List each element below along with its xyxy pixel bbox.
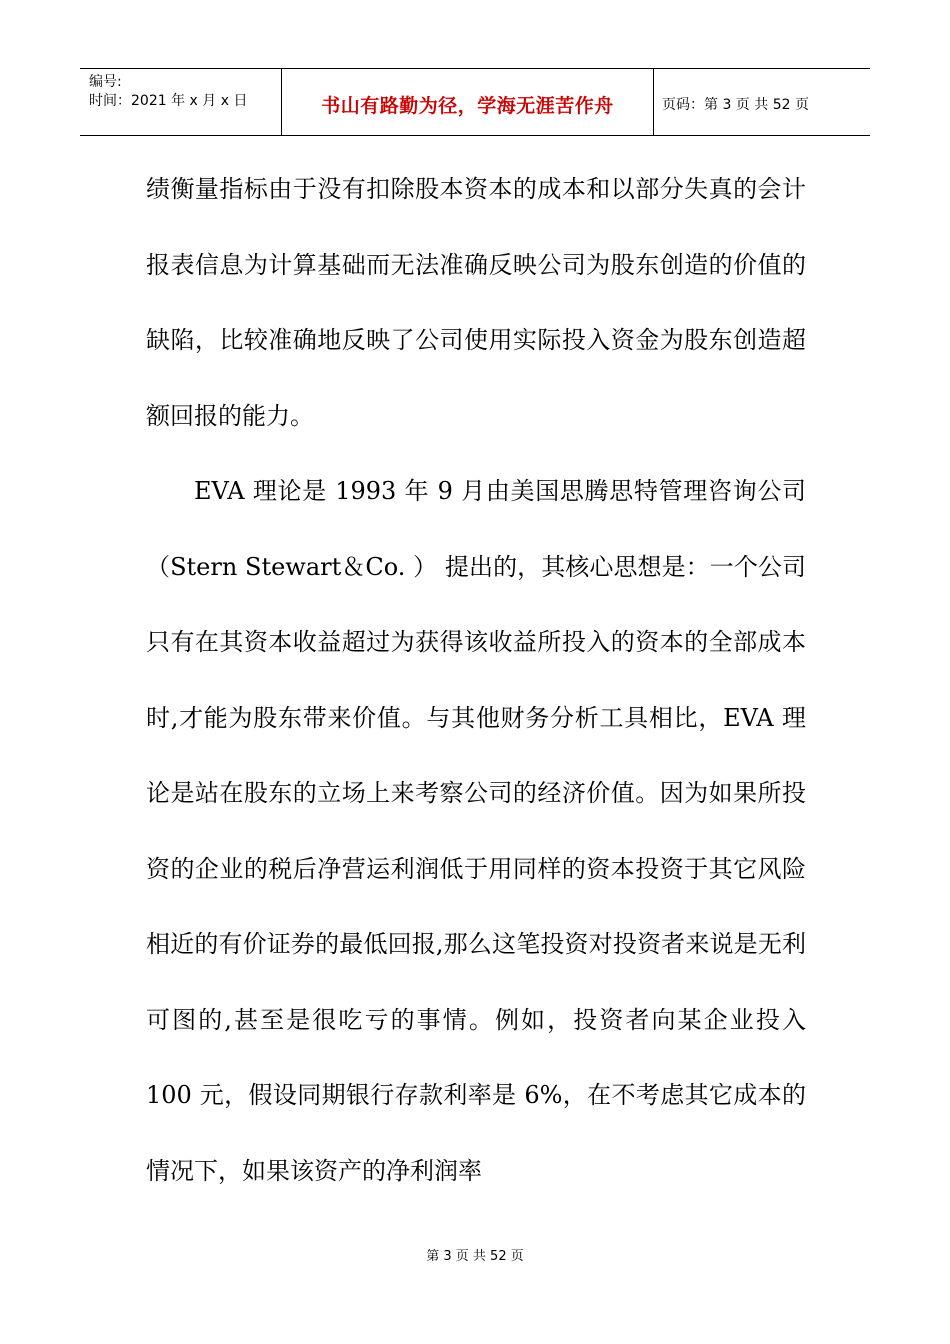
- date-label: 时间：2021 年 x 月 x 日: [89, 93, 248, 109]
- header-page-info: 页码：第 3 页 共 52 页: [662, 97, 809, 113]
- serial-number-label: 编号:: [89, 74, 122, 90]
- header-motto: 书山有路勤为径，学海无涯苦作舟: [282, 69, 654, 135]
- header-meta: [80, 69, 282, 135]
- page-header: [80, 68, 870, 136]
- document-body: [146, 152, 806, 1209]
- paragraph: 绩衡量指标由于没有扣除股本资本的成本和以部分失真的会计报表信息为计算基础而无法准确反映公司为股东创造的价值的缺陷，比较准确地反映了公司使用实际投入资金为股东创造超额回报的能力。: [146, 175, 806, 430]
- paragraph: EVA 理论是 1993 年 9 月由美国思腾思特管理咨询公司（Stern Stewart＆Co. ） 提出的，其核心思想是：一个公司只有在其资本收益超过为获得该收益所投入的资本的全部成本时,才能为股东带来价值。与其他财务分析工具相比，EVA 理论是站在股东的立场上来考察公司的经济价值。因为如果所投资的企业的税后净营运利润低于用同样的资本投资于其它风险相近的有价证券的最低回报,那么这笔投资对投资者来说是无利可图的,甚至是很吃亏的事情。例如，投资者向某企业投入 100 元，假设同期银行存款利率是 6%，在不考虑其它成本的情况下，如果该资产的净利润率: [146, 477, 806, 1185]
- page-footer: 第 3 页 共 52 页: [426, 1249, 524, 1264]
